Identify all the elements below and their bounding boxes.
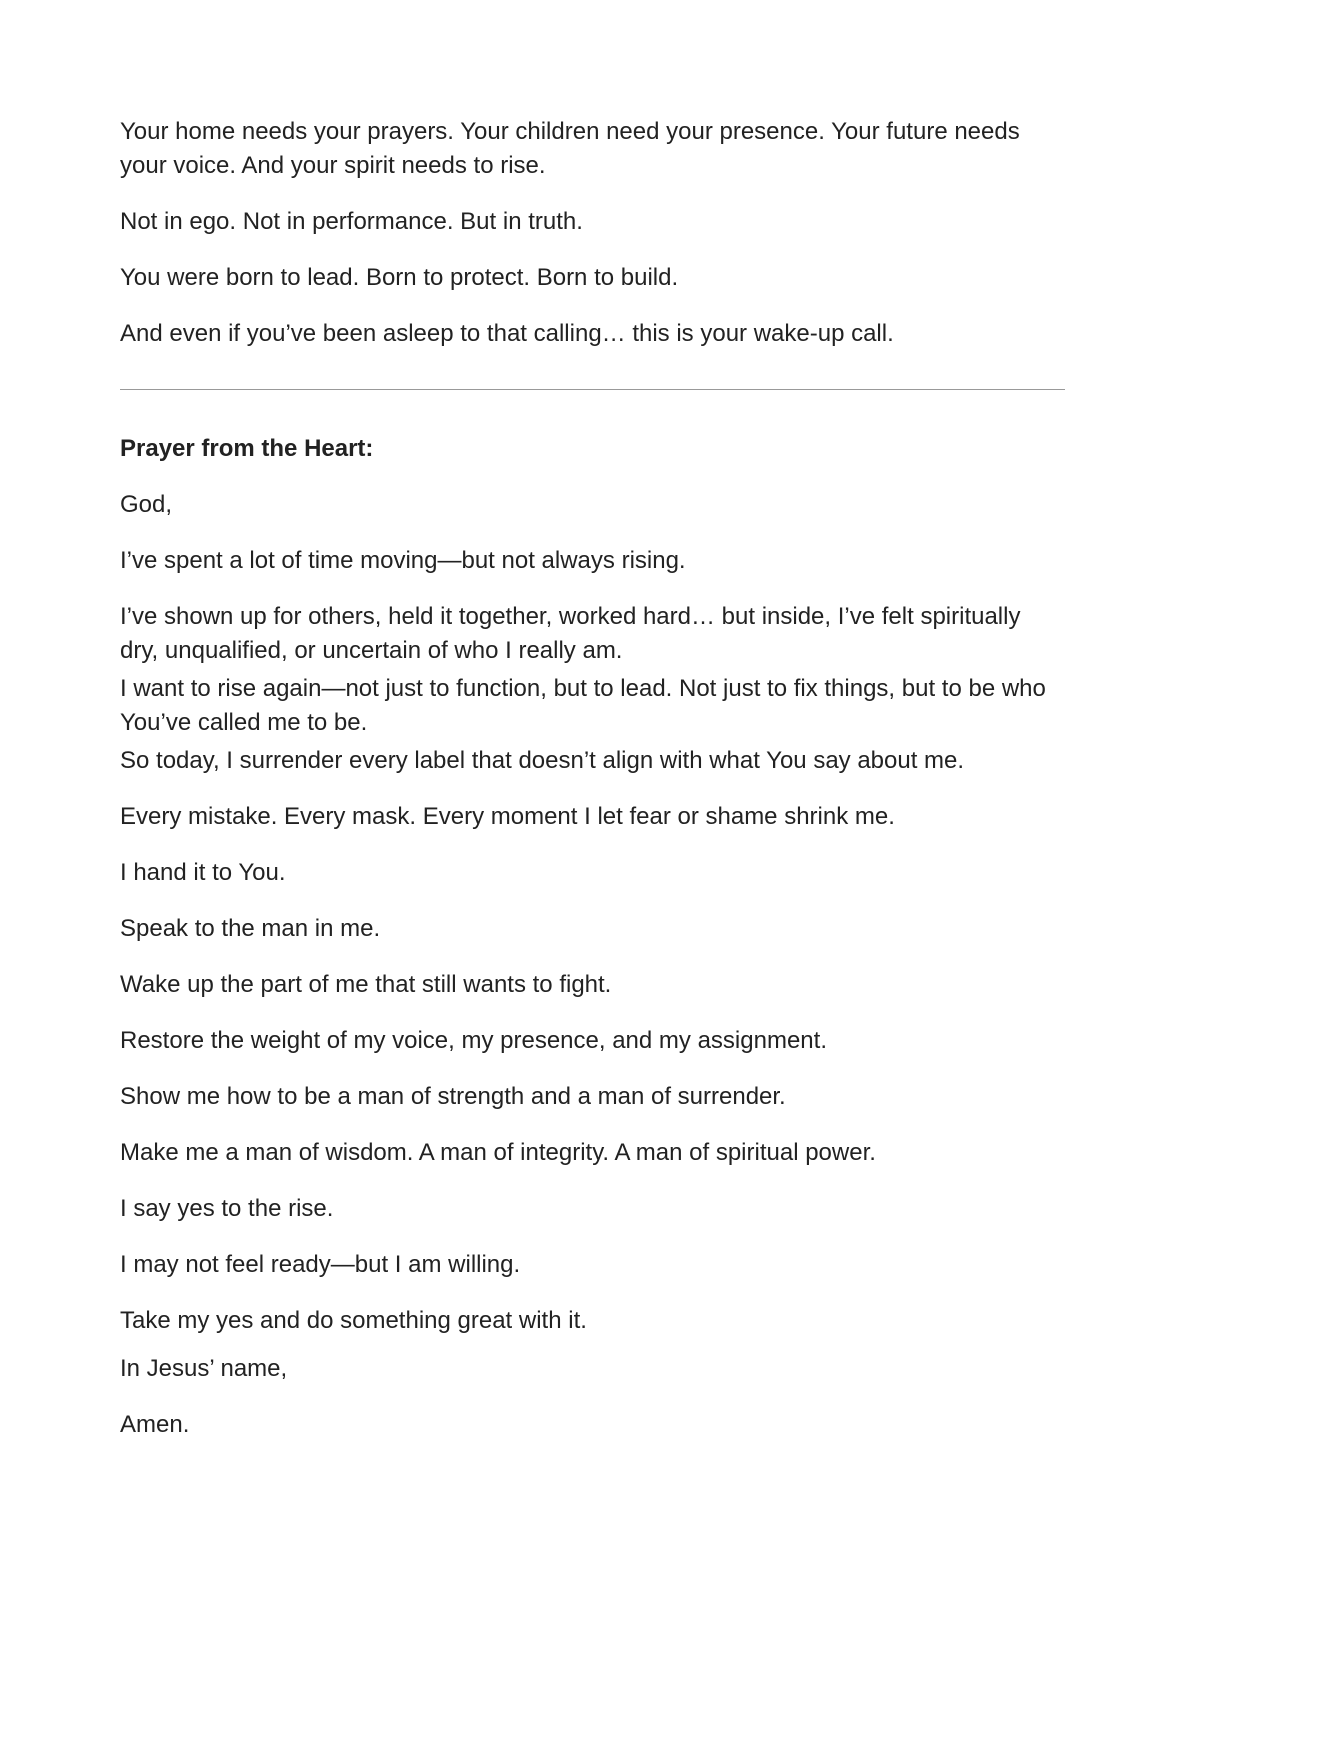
prayer-line: Restore the weight of my voice, my presence, and my assignment. <box>120 1027 827 1054</box>
prayer-line: Wake up the part of me that still wants to fight. <box>120 971 612 998</box>
prayer-line: I say yes to the rise. <box>120 1195 334 1222</box>
prayer-line: Amen. <box>120 1411 190 1438</box>
prayer-line: Speak to the man in me. <box>120 915 381 942</box>
prayer-line: I hand it to You. <box>120 859 286 886</box>
prayer-line: Show me how to be a man of strength and a man of surrender. <box>120 1083 786 1110</box>
prayer-line: I may not feel ready—but I am willing. <box>120 1251 521 1278</box>
prayer-line: I’ve spent a lot of time moving—but not always rising. <box>120 547 686 574</box>
prayer-line: Make me a man of wisdom. A man of integrity. A man of spiritual power. <box>120 1139 876 1166</box>
section-divider <box>120 389 1065 390</box>
prayer-line: Every mistake. Every mask. Every moment I let fear or shame shrink me. <box>120 803 895 830</box>
intro-paragraph: Not in ego. Not in performance. But in truth. <box>120 208 583 235</box>
prayer-line: Take my yes and do something great with it. <box>120 1307 587 1334</box>
prayer-line: I want to rise again—not just to function, but to lead. Not just to fix things, but to be who You’ve called me to be. <box>120 675 1046 736</box>
prayer-heading: Prayer from the Heart: <box>120 435 374 462</box>
prayer-line: So today, I surrender every label that doesn’t align with what You say about me. <box>120 747 965 774</box>
intro-paragraph: Your home needs your prayers. Your children need your presence. Your future needs your voice. And your spirit needs to rise. <box>120 118 1020 179</box>
prayer-line: In Jesus’ name, <box>120 1355 288 1382</box>
intro-paragraph: You were born to lead. Born to protect. Born to build. <box>120 264 679 291</box>
prayer-line: God, <box>120 491 173 518</box>
intro-paragraph: And even if you’ve been asleep to that calling… this is your wake-up call. <box>120 320 894 347</box>
prayer-line: I’ve shown up for others, held it together, worked hard… but inside, I’ve felt spiritually dry, unqualified, or uncertain of who I really am. <box>120 603 1021 664</box>
